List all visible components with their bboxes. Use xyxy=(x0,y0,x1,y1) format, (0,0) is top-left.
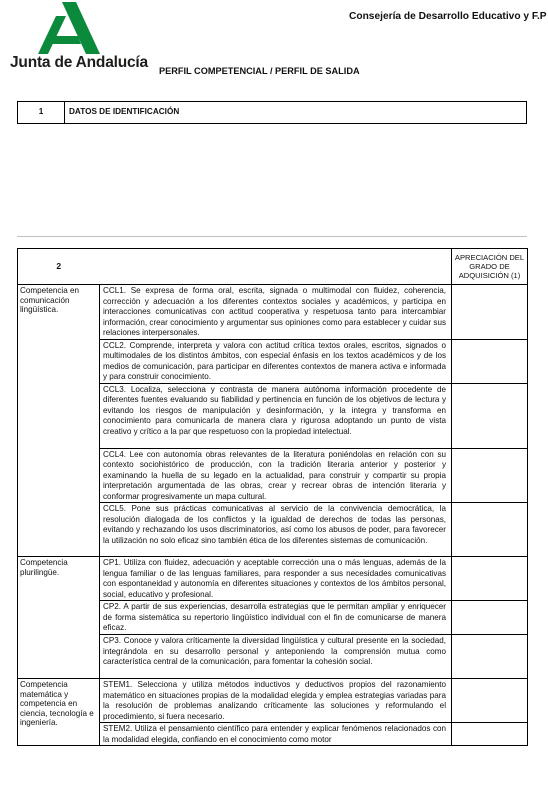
descriptor-text: STEM2. Utiliza el pensamiento científico para entender y explicar fenómenos relacionados con la modalidad elegida, confiando en el conocimiento como motor xyxy=(100,723,452,746)
logo-text: Junta de Andalucía xyxy=(10,54,148,71)
assessment-cell[interactable] xyxy=(452,601,528,635)
competence-name: Competencia matemática y competencia en ciencia, tecnología e ingeniería. xyxy=(18,679,100,746)
descriptor-text: CCL5. Pone sus prácticas comunicativas al servicio de la convivencia democrática, la resolución dialogada de los conflictos y la igualdad de derechos de todas las personas, evitando y rechazando los usos discriminatorios, así como los abusos de poder, para favorecer la utilización no solo eficaz sino también ética de los diferentes sistemas de comunicación. xyxy=(100,503,452,557)
descriptor-text: STEM1. Selecciona y utiliza métodos inductivos y deductivos propios del razonamiento matemático en situaciones propias de la modalidad elegida y emplea estrategias variadas para la resolución de problemas analizando críticamente las soluciones y reformulando el procedimiento, si fuera necesario. xyxy=(100,679,452,723)
assessment-cell[interactable] xyxy=(452,448,528,503)
assessment-cell[interactable] xyxy=(452,723,528,746)
table-row xyxy=(18,557,528,601)
assessment-header: APRECIACIÓN DEL GRADO DE ADQUISICIÓN (1) xyxy=(452,249,528,285)
section-2-header-row xyxy=(18,249,528,285)
descriptor-text: CP3. Conoce y valora críticamente la diversidad lingüística y cultural presente en la sociedad, integrándola en su desarrollo personal y anteponiendo la comprensión mutua como característica central de la comunicación, para fomentar la cohesión social. xyxy=(100,635,452,679)
assessment-cell[interactable] xyxy=(452,285,528,340)
assessment-cell[interactable] xyxy=(452,679,528,723)
logo-a-mark xyxy=(38,2,100,54)
descriptor-text: CCL2. Comprende, interpreta y valora con actitud crítica textos orales, escritos, signados o multimodales de los distintos ámbitos, con especial énfasis en los textos académicos y de los medios de comunicación, para participar en diferentes contextos de manera activa e informada y para construir conocimiento. xyxy=(100,339,452,383)
descriptor-text: CP1. Utiliza con fluidez, adecuación y aceptable corrección una o más lenguas, además de la lengua familiar o de las lenguas familiares, para responder a sus necesidades comunicativas con espontaneidad y autonomía en diferentes situaciones y contextos de los ámbitos personal, social, educativo y profesional. xyxy=(100,557,452,601)
consejeria-name: Consejería de Desarrollo Educativo y F.P xyxy=(349,11,547,22)
table-row xyxy=(18,285,528,340)
descriptor-text: CP2. A partir de sus experiencias, desarrolla estrategias que le permitan ampliar y enriquecer de forma sistemática su repertorio lingüístico individual con el fin de comunicarse de manera eficaz. xyxy=(100,601,452,635)
junta-de-andalucia-logo xyxy=(4,2,148,72)
descriptor-text: CCL1. Se expresa de forma oral, escrita, signada o multimodal con fluidez, coherencia, corrección y adecuación a los diferentes contextos sociales y académicos, y participa en interacciones comunicativas con actitud cooperativa y respetuosa tanto para intercambiar información, crear conocimiento y argumentar sus opiniones como para establecer y cuidar sus relaciones interpersonales. xyxy=(100,285,452,340)
section-2-header-blank xyxy=(100,249,452,285)
assessment-cell[interactable] xyxy=(452,635,528,679)
section-1-table xyxy=(17,101,527,124)
competence-name: Competencia plurilingüe. xyxy=(18,557,100,679)
descriptor-text: CCL3. Localiza, selecciona y contrasta de manera autónoma información procedente de diferentes fuentes evaluando su fiabilidad y pertinencia en función de los objetivos de lectura y evitando los riesgos de manipulación y desinformación, y la integra y transforma en conocimiento para comunicarla de manera clara y rigurosa adoptando un punto de vista creativo y crítico a la par que respetuoso con la propiedad intelectual. xyxy=(100,383,452,448)
assessment-cell[interactable] xyxy=(452,383,528,448)
assessment-cell[interactable] xyxy=(452,503,528,557)
section-divider xyxy=(17,236,527,237)
competence-name: Competencia en comunicación lingüística. xyxy=(18,285,100,557)
assessment-cell[interactable] xyxy=(452,557,528,601)
assessment-cell[interactable] xyxy=(452,339,528,383)
document-title: PERFIL COMPETENCIAL / PERFIL DE SALIDA xyxy=(159,66,360,76)
section-1-title: DATOS DE IDENTIFICACIÓN xyxy=(65,102,527,124)
descriptor-text: CCL4. Lee con autonomía obras relevantes de la literatura poniéndolas en relación con su contexto sociohistórico de producción, con la tradición literaria anterior y posterior y examinando la huella de su legado en la actualidad, para construir y compartir su propia interpretación argumentada de las obras, crear y recrear obras de intención literaria y conformar progresivamente un mapa cultural. xyxy=(100,448,452,503)
section-2-number: 2 xyxy=(18,249,100,285)
table-row xyxy=(18,679,528,723)
section-1-number: 1 xyxy=(18,102,65,124)
section-2-table xyxy=(17,248,528,746)
